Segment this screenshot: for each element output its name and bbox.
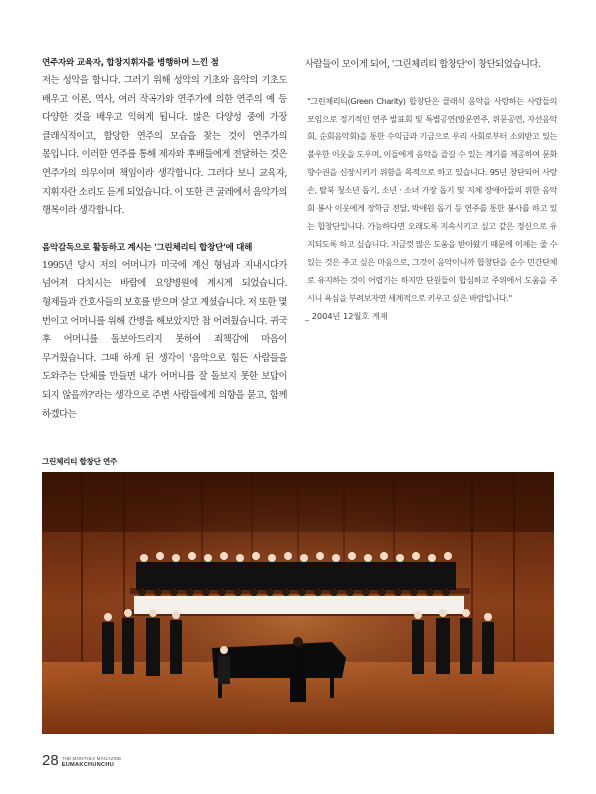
choir-performance-image	[42, 472, 554, 734]
magazine-name	[62, 756, 122, 768]
magazine-name-line2: EUMAKCHUNCHU	[61, 762, 115, 768]
section-heading-1: 연주자와 교육자, 합창지휘자를 병행하며 느낀 점	[42, 58, 219, 68]
quote-source: _ 2004년 12월호 게재	[305, 311, 388, 322]
page-footer	[42, 748, 121, 768]
photo-caption: 그린체리티 합창단 연주	[42, 457, 118, 466]
left-column	[42, 56, 287, 424]
section-heading-2: 음악감독으로 활동하고 계시는 '그린체리티 합창단'에 대해	[42, 242, 253, 253]
right-column	[305, 56, 557, 325]
section-body-2: 1995년 당시 저의 어머니가 미국에 계신 형님과 지내시다가 넘어져 다치시는 바람에 요양병원에 계시게 되었습니다. 형제들과 간호사들의 보호를 받으며 살고 계셨습니다. 저 또한 몇 번이고 어머니를 위해 간병을 해보았지만 참 어려웠습니다. 귀국 후 어머니를 돌보아드리지 못하여 죄책감에 마음이 무거웠습니다. 그때 하게 된 생각이 '음악으로 힘든 사람들을 도와주는 단체를 만들면 내가 어머니를 잘 돌보지 못한 보답이 되지 않을까?'라는 생각으로 주변 사람들에게 의향을 묻고, 함께 하겠다는	[42, 259, 287, 420]
section-body-1: 저는 성악을 합니다. 그러기 위해 성악의 기초와 음악의 기초도 배우고 이론, 역사, 여러 작곡가와 연주가에 의한 연주의 예 등 다양한 것을 배우고 익혀게 됩니다. 많은 다양성 중에 가장 클래식적이고, 합당한 연주의 모습을 찾는 것이 연주가의 몫입니다. 이러한 연주를 통해 제자와 후배들에게 전달하는 것은 연주가의 의무이며 책임이라 생각합니다. 그러다 보니 교육자, 지휘자란 소리도 듣게 되었습니다. 이 또한 큰 굴레에서 음악가의 행복이라 생각합니다.	[42, 75, 287, 217]
choir-photo	[42, 472, 554, 734]
magazine-name-line1: THE MONTHLY MAGAZINE	[61, 756, 122, 761]
page-number: 28	[42, 752, 59, 769]
charity-quote: "그린체리티(Green Charity) 합창단은 클래식 음악을 사랑하는 사람들의 모임으로 정기적인 연주 발표회 및 특별공연(방문연주, 위문공연, 자선음악회, 순회음악회)을 통한 수익금과 기금으로 우리 사회로부터 소외받고 있는 불우한 이웃을 도우며, 이들에게 음악을 즐길 수 있는 계기를 제공하여 문화 향수권을 신장시키기 위함을 목적으로 하고 있습니다. 95년 창단되어 사랑손, 탈북 청소년 돕기, 소년 · 소녀 가장 돕기 및 지체 장애아들의 위한 음악회 봉사 이웃에게 장학금 전달, 박애원 돕기 등 연주를 통한 봉사를 하고 있는 합창단입니다. 가능하다면 오래도록 지속시키고 싶고 같은 정신으로 유지되도록 하고 싶습니다. 지금껏 많은 도움을 받아왔기 때문에 이제는 줄 수 있는 것은 주고 싶은 마음으로, 그것이 음악이니까 합창단을 순수 민간단체로 유지하는 것이 어렵기는 하지만 단원들이 합심하고 주위에서 도움을 주시니 욕심을 부려보자면 세계적으로 키우고 싶은 바람입니다."	[307, 95, 557, 303]
right-intro-text: 사람들이 모이게 되어, '그린체리티 합창단'이 창단되었습니다.	[305, 59, 541, 70]
